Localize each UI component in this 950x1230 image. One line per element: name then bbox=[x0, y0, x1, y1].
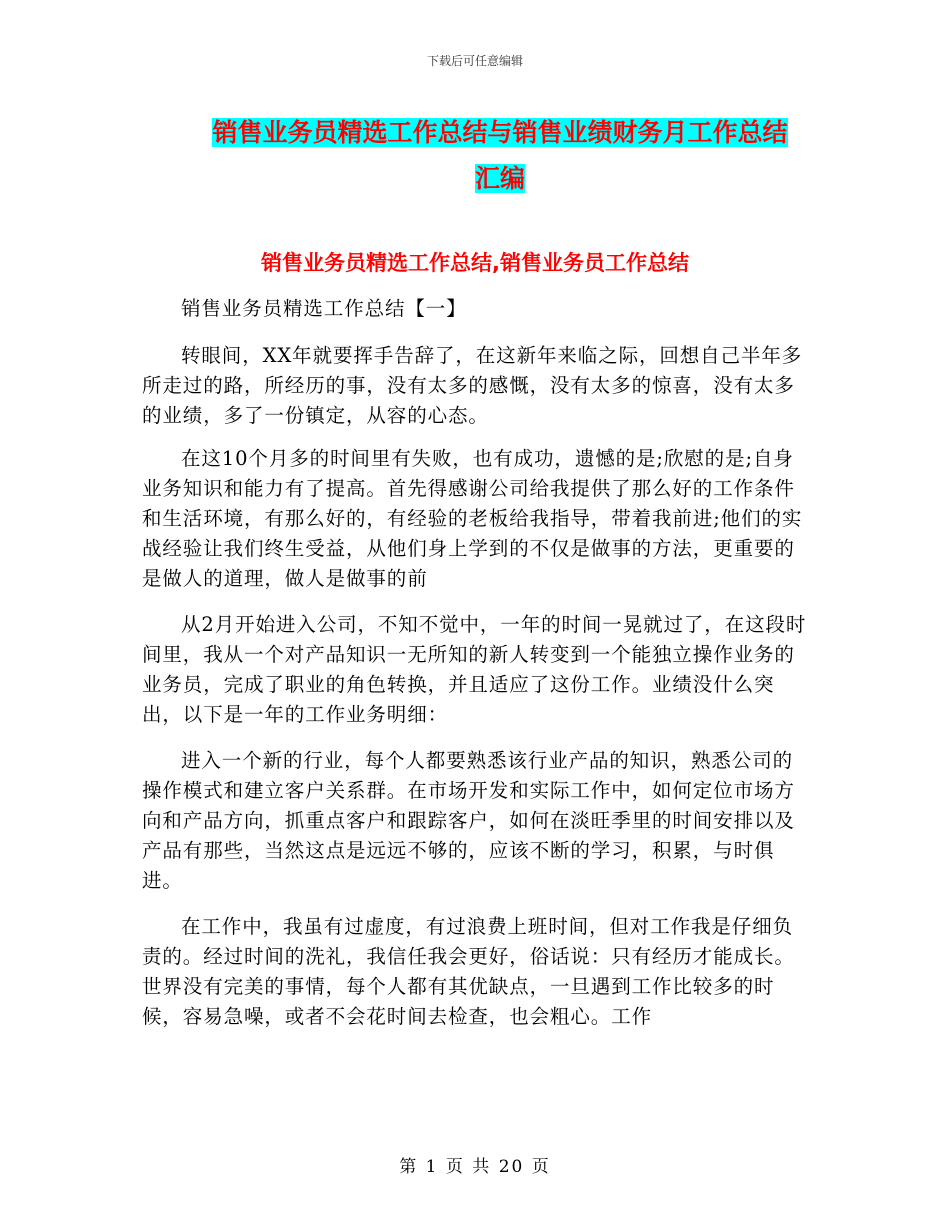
page-footer-number: 第 1 页 共 20 页 bbox=[399, 1157, 551, 1177]
section-label: 销售业务员精选工作总结【一】 bbox=[181, 297, 467, 320]
paragraph: 从2月开始进入公司，不知不觉中，一年的时间一晃就过了，在这段时间里，我从一个对产品知识一无所知的新人转变到一个能独立操作业务的业务员，完成了职业的角色转换，并且适应了这份工作。业绩没什么突出，以下是一年的工作业务明细： bbox=[142, 613, 807, 726]
document-title-line-1: 销售业务员精选工作总结与销售业绩财务月工作总结 bbox=[212, 118, 788, 147]
document-title-line-2: 汇编 bbox=[474, 164, 525, 193]
page-header-note: 下载后可任意编辑 bbox=[426, 54, 523, 68]
paragraph: 在工作中，我虽有过虚度，有过浪费上班时间，但对工作我是仔细负责的。经过时间的洗礼，我信任我会更好，俗话说：只有经历才能成长。世界没有完美的事情，每个人都有其优缺点，一旦遇到工作比较多的时候，容易急噪，或者不会花时间去检查，也会粗心。工作 bbox=[142, 915, 795, 1028]
document-title bbox=[192, 110, 808, 202]
paragraph: 转眼间，XX年就要挥手告辞了，在这新年来临之际，回想自己半年多所走过的路，所经历的事，没有太多的感慨，没有太多的惊喜，没有太多的业绩，多了一份镇定，从容的心态。 bbox=[142, 344, 803, 427]
paragraph: 进入一个新的行业，每个人都要熟悉该行业产品的知识，熟悉公司的操作模式和建立客户关系群。在市场开发和实际工作中，如何定位市场方向和产品方向，抓重点客户和跟踪客户，如何在淡旺季里的时间安排以及产品有那些，当然这点是远远不够的，应该不断的学习，积累，与时俱进。 bbox=[142, 749, 795, 892]
document-subtitle: 销售业务员精选工作总结,销售业务员工作总结 bbox=[261, 251, 689, 275]
document-body bbox=[142, 294, 810, 1048]
paragraph: 在这10个月多的时间里有失败，也有成功，遗憾的是;欣慰的是;自身业务知识和能力有了提高。首先得感谢公司给我提供了那么好的工作条件和生活环境，有那么好的，有经验的老板给我指导，带着我前进;他们的实战经验让我们终生受益，从他们身上学到的不仅是做事的方法，更重要的是做人的道理，做人是做事的前 bbox=[142, 447, 803, 590]
